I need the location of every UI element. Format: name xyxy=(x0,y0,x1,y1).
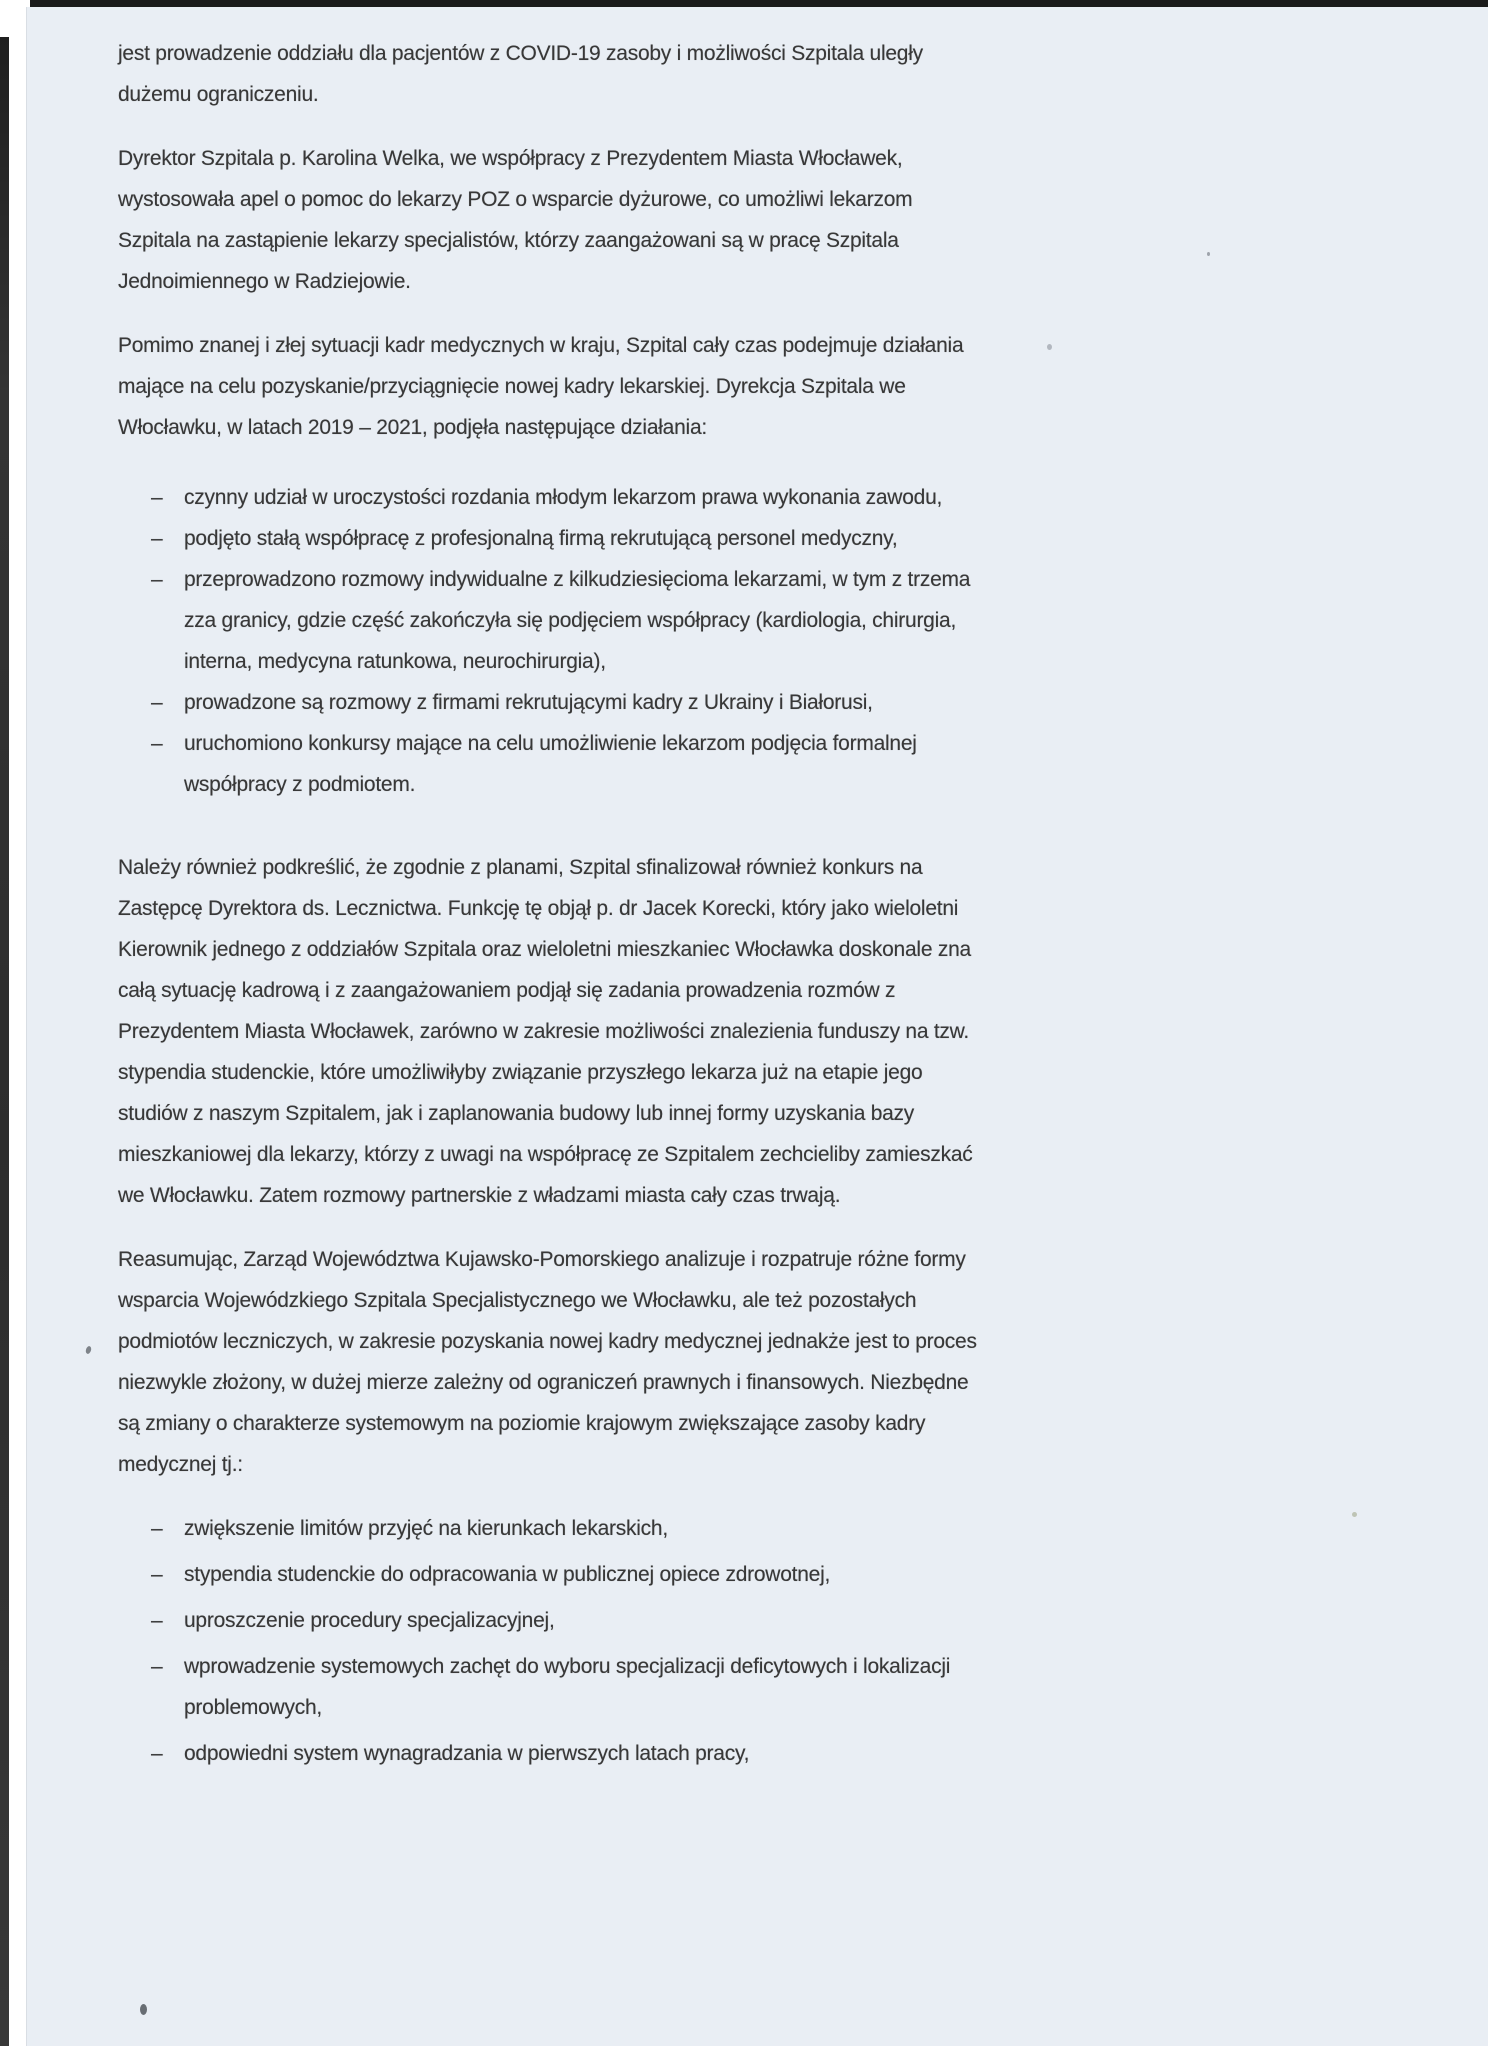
dash-bullet: – xyxy=(151,1517,163,1540)
list-item xyxy=(118,723,980,805)
paragraph-director-appeal: Dyrektor Szpitala p. Karolina Welka, we współpracy z Prezydentem Miasta Włocławek, wystosowała apel o pomoc do lekarzy POZ o wsparcie dyżurowe, co umożliwi lekarzom Szpitala na zastąpienie lekarzy specjalistów, którzy zaangażowani są w pracę Szpitala Jednoimiennego w Radziejowie. xyxy=(118,147,913,293)
paragraph-deputy-director: Należy również podkreślić, że zgodnie z planami, Szpital sfinalizował również konkurs na Zastępcę Dyrektora ds. Lecznictwa. Funkcję tę objął p. dr Jacek Korecki, który jako wieloletni Kierownik jednego z oddziałów Szpitala oraz wieloletni mieszkaniec Włocławka doskonale zna całą sytuację kadrową i z zaangażowaniem podjął się zadania prowadzenia rozmów z Prezydentem Miasta Włocławek, zarówno w zakresie możliwości znalezienia funduszy na tzw. stypendia studenckie, które umożliwiłyby związanie przyszłego lekarza już na etapie jego studiów z naszym Szpitalem, jak i zaplanowania budowy lub innej formy uzyskania bazy mieszkaniowej dla lekarzy, którzy z uwagi na współpracę ze Szpitalem zechcieliby zamieszkać we Włocławku. Zatem rozmowy partnerskie z władzami miasta cały czas trwają. xyxy=(118,856,973,1207)
list-item-text: podjęto stałą współpracę z profesjonalną firmą rekrutującą personel medyczny, xyxy=(184,527,898,550)
list-item-text: uruchomiono konkursy mające na celu umożliwienie lekarzom podjęcia formalnej współpracy z podmiotem. xyxy=(184,732,917,796)
list-item xyxy=(118,1508,980,1549)
list-item xyxy=(118,1646,980,1728)
paragraph-covid-impact: jest prowadzenie oddziału dla pacjentów z COVID-19 zasoby i możliwości Szpitala uległy dużemu ograniczeniu. xyxy=(118,42,923,106)
list-item xyxy=(118,1554,980,1595)
paragraph-recruitment-intro: Pomimo znanej i złej sytuacji kadr medycznych w kraju, Szpital cały czas podejmuje działania mające na celu pozyskanie/przyciągnięcie nowej kadry lekarskiej. Dyrekcja Szpitala we Włocławku, w latach 2019 – 2021, podjęła następujące działania: xyxy=(118,334,964,439)
document-body xyxy=(118,7,980,1774)
dash-bullet: – xyxy=(151,527,163,550)
list-item xyxy=(118,1600,980,1641)
dash-bullet: – xyxy=(151,1609,163,1632)
dash-bullet: – xyxy=(151,1563,163,1586)
scan-speck xyxy=(1352,1512,1357,1517)
list-item-text: stypendia studenckie do odpracowania w publicznej opiece zdrowotnej, xyxy=(184,1563,831,1586)
scan-speck xyxy=(1207,252,1210,256)
list-item xyxy=(118,559,980,682)
scan-left-edge xyxy=(0,37,9,2046)
systemic-changes-list xyxy=(118,1508,980,1774)
list-item-text: odpowiedni system wynagradzania w pierwszych latach pracy, xyxy=(184,1742,750,1765)
scan-speck xyxy=(140,2004,147,2015)
scan-speck xyxy=(1047,344,1052,350)
list-item xyxy=(118,477,980,518)
list-item-text: prowadzone są rozmowy z firmami rekrutującymi kadry z Ukrainy i Białorusi, xyxy=(184,691,873,714)
dash-bullet: – xyxy=(151,1742,163,1765)
recruitment-actions-list xyxy=(118,477,980,805)
dash-bullet: – xyxy=(151,1655,163,1678)
list-item-text: uproszczenie procedury specjalizacyjnej, xyxy=(184,1609,555,1632)
list-item xyxy=(118,1733,980,1774)
list-item-text: przeprowadzono rozmowy indywidualne z kilkudziesięcioma lekarzami, w tym z trzema zza granicy, gdzie część zakończyła się podjęciem współpracy (kardiologia, chirurgia, interna, medycyna ratunkowa, neurochirurgia), xyxy=(184,568,971,673)
list-item-text: czynny udział w uroczystości rozdania młodym lekarzom prawa wykonania zawodu, xyxy=(184,486,943,509)
list-item-text: zwiększenie limitów przyjęć na kierunkach lekarskich, xyxy=(184,1517,668,1540)
dash-bullet: – xyxy=(151,732,163,755)
paper xyxy=(26,7,1488,2046)
scan-top-edge xyxy=(30,0,1488,7)
dash-bullet: – xyxy=(151,568,163,591)
dash-bullet: – xyxy=(151,691,163,714)
list-item xyxy=(118,518,980,559)
list-item xyxy=(118,682,980,723)
paragraph-summary: Reasumując, Zarząd Województwa Kujawsko-Pomorskiego analizuje i rozpatruje różne formy wsparcia Wojewódzkiego Szpitala Specjalistycznego we Włocławku, ale też pozostałych podmiotów leczniczych, w zakresie pozyskania nowej kadry medycznej jednakże jest to proces niezwykle złożony, w dużej mierze zależny od ograniczeń prawnych i finansowych. Niezbędne są zmiany o charakterze systemowym na poziomie krajowym zwiększające zasoby kadry medycznej tj.: xyxy=(118,1248,977,1476)
dash-bullet: – xyxy=(151,486,163,509)
list-item-text: wprowadzenie systemowych zachęt do wyboru specjalizacji deficytowych i lokalizacji problemowych, xyxy=(184,1655,951,1719)
